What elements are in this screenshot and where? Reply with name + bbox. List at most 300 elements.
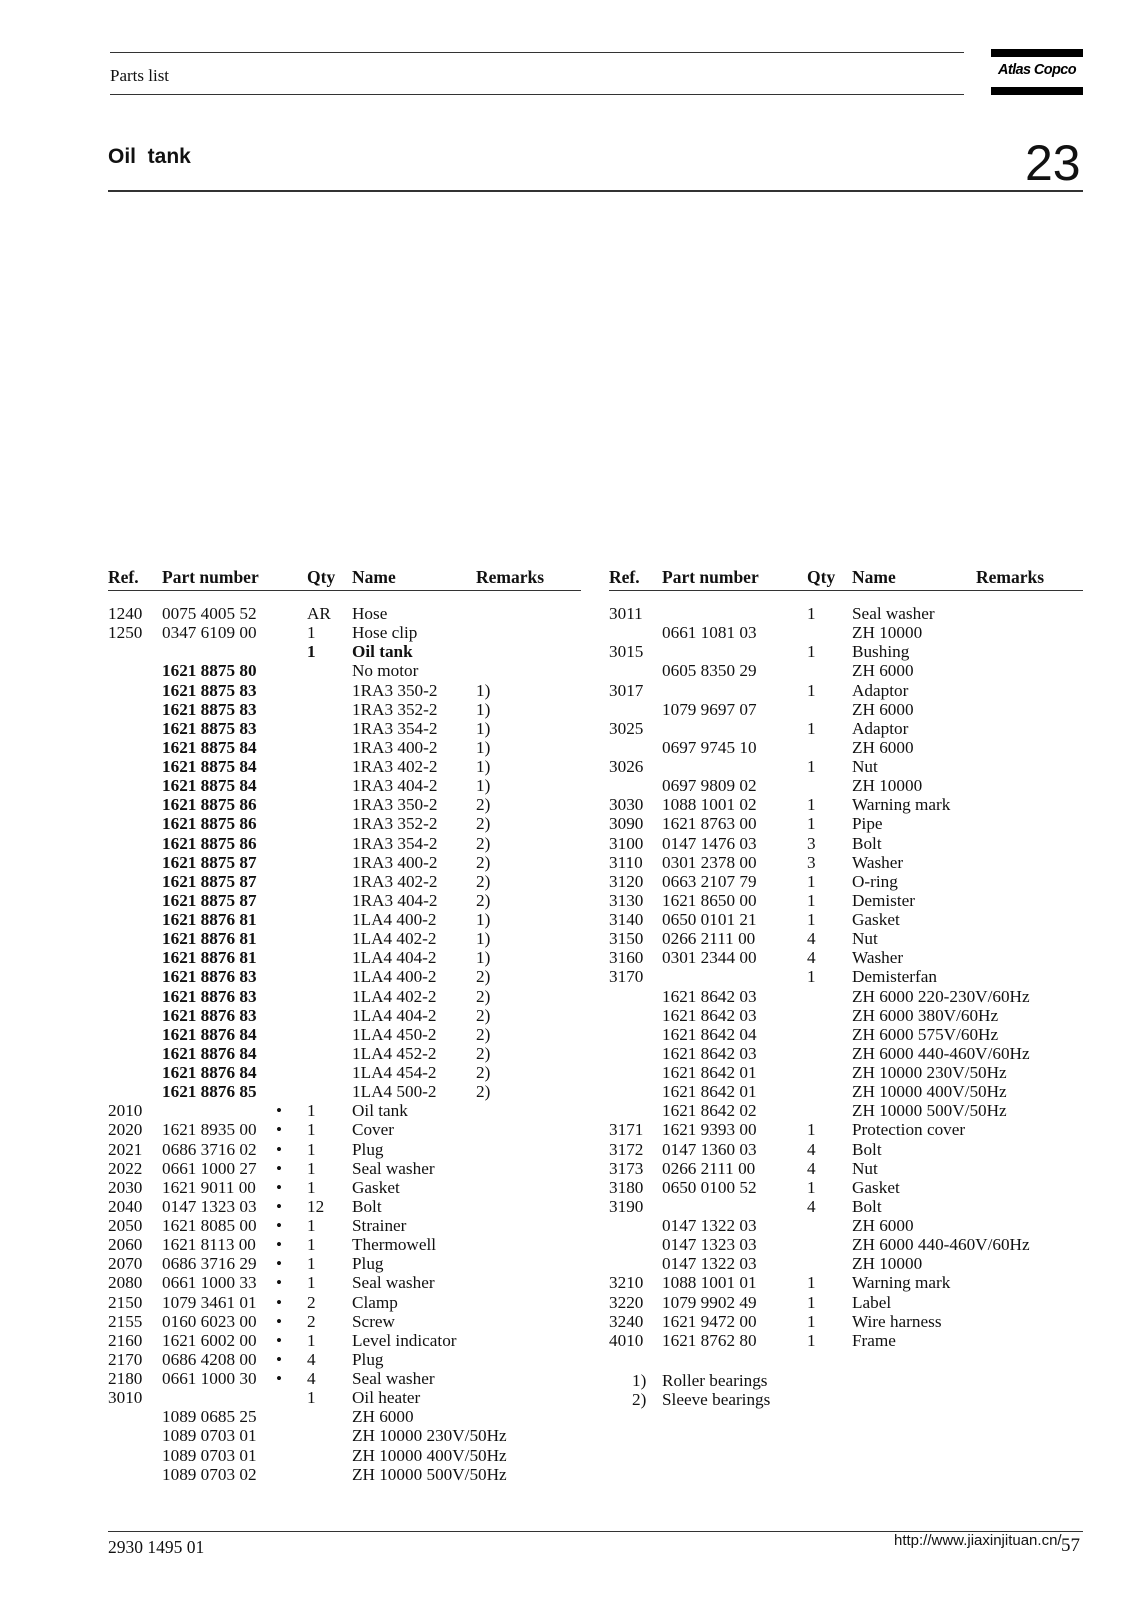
table-row: [0, 1331, 1131, 1350]
row-name: Seal washer: [852, 604, 935, 623]
row-ref: 3015: [609, 642, 644, 662]
row-qty: 1: [807, 1120, 816, 1140]
row-name: 1LA4 400-2: [352, 967, 437, 987]
table-row: [0, 910, 1131, 929]
table-row: [0, 776, 1131, 795]
row-remark: 2): [476, 1063, 491, 1082]
row-part-number: 1621 8875 84: [162, 737, 257, 757]
row-qty: 1: [307, 623, 316, 643]
table-row: [0, 681, 1131, 700]
table-row: [0, 1178, 1131, 1197]
row-part-number: 1621 8876 84: [162, 1043, 257, 1063]
row-name: Nut: [852, 757, 878, 776]
row-name: Demisterfan: [852, 967, 937, 987]
row-name: Oil heater: [352, 1388, 421, 1408]
row-name: 1RA3 350-2: [352, 680, 438, 700]
row-qty: 1: [307, 1388, 316, 1408]
row-name: 1LA4 400-2: [352, 910, 437, 929]
left-col-name-header: Name: [352, 567, 396, 587]
row-qty: 1: [807, 910, 816, 929]
row-name: ZH 6000 440-460V/60Hz: [852, 1043, 1030, 1063]
row-qty: 3: [807, 833, 816, 853]
row-name: 1LA4 450-2: [352, 1024, 437, 1044]
table-row: [0, 1369, 590, 1388]
row-part-number: 1621 8875 83: [162, 680, 257, 700]
row-remark: 2): [476, 1082, 491, 1102]
row-qty: 1: [307, 1139, 316, 1159]
row-part-number: 0147 1323 03: [662, 1235, 757, 1255]
row-part-number: 1079 9697 07: [662, 699, 757, 719]
row-part-number: 0147 1323 03: [162, 1196, 257, 1216]
table-row: [0, 700, 1131, 719]
row-ref: 3026: [609, 757, 644, 776]
row-ref: 3100: [609, 833, 644, 853]
row-name: Bolt: [352, 1196, 382, 1216]
assembly-bullet: •: [276, 1273, 283, 1293]
row-qty: 4: [307, 1369, 316, 1388]
table-row: [0, 1350, 590, 1369]
row-remark: 1): [476, 929, 491, 949]
row-name: ZH 6000 440-460V/60Hz: [852, 1235, 1030, 1255]
table-row: [0, 891, 1131, 910]
row-part-number: 1621 8876 84: [162, 1063, 257, 1082]
row-name: 1RA3 402-2: [352, 757, 438, 776]
row-ref: 3180: [609, 1177, 644, 1197]
row-ref: 2030: [108, 1177, 143, 1197]
row-name: 1RA3 354-2: [352, 718, 438, 738]
row-part-number: 1621 8642 03: [662, 986, 757, 1006]
table-row: [0, 757, 1131, 776]
row-part-number: 0075 4005 52: [162, 604, 257, 623]
row-ref: 3030: [609, 795, 644, 815]
row-remark: 2): [476, 833, 491, 853]
row-name: Plug: [352, 1349, 384, 1369]
page-number: 57: [1061, 1535, 1080, 1556]
row-part-number: 0661 1000 27: [162, 1158, 257, 1178]
row-qty: 4: [807, 1139, 816, 1159]
row-name: Strainer: [352, 1216, 407, 1235]
row-name: Washer: [852, 852, 904, 872]
row-name: Warning mark: [852, 1273, 951, 1293]
row-name: ZH 10000: [852, 776, 923, 796]
table-row: [0, 623, 1131, 642]
row-name: ZH 10000 500V/50Hz: [852, 1101, 1007, 1121]
table-row: [0, 719, 1131, 738]
row-name: Level indicator: [352, 1330, 457, 1350]
row-name: Hose: [352, 604, 388, 623]
row-qty: 1: [807, 871, 816, 891]
assembly-bullet: •: [276, 1292, 283, 1312]
row-ref: 3140: [609, 910, 644, 929]
row-part-number: 0147 1360 03: [662, 1139, 757, 1159]
footnote-text: Roller bearings: [662, 1371, 768, 1390]
row-part-number: 0686 3716 02: [162, 1139, 257, 1159]
row-ref: 2020: [108, 1120, 143, 1140]
assembly-bullet: •: [276, 1216, 283, 1235]
row-ref: 2155: [108, 1311, 143, 1331]
row-name: Plug: [352, 1254, 384, 1274]
header-top-rule: [110, 52, 964, 53]
row-ref: 3110: [609, 852, 643, 872]
row-part-number: 1621 9011 00: [162, 1177, 256, 1197]
row-ref: 2170: [108, 1349, 143, 1369]
row-name: Frame: [852, 1330, 896, 1350]
assembly-bullet: •: [276, 1196, 283, 1216]
row-part-number: 1621 8762 80: [662, 1330, 757, 1350]
row-qty: 1: [307, 1273, 316, 1293]
row-part-number: 1621 8642 03: [662, 1043, 757, 1063]
row-part-number: 1621 8875 80: [162, 661, 257, 681]
row-ref: 3017: [609, 680, 644, 700]
row-name: Wire harness: [852, 1311, 942, 1331]
row-part-number: 1621 8875 87: [162, 871, 257, 891]
row-name: ZH 6000 575V/60Hz: [852, 1024, 999, 1044]
row-part-number: 1089 0703 02: [162, 1464, 257, 1484]
row-remark: 1): [476, 680, 491, 700]
row-part-number: 1621 8875 87: [162, 852, 257, 872]
table-row: [0, 1120, 1131, 1139]
row-part-number: 1088 1001 02: [662, 795, 757, 815]
row-qty: 1: [307, 1177, 316, 1197]
table-row: [0, 1140, 1131, 1159]
row-remark: 1): [476, 737, 491, 757]
row-ref: 3171: [609, 1120, 644, 1140]
row-ref: 3190: [609, 1196, 644, 1216]
right-parts-table: [0, 604, 1131, 1350]
row-name: Plug: [352, 1139, 384, 1159]
row-ref: 2010: [108, 1101, 143, 1121]
row-qty: 2: [307, 1292, 316, 1312]
table-row: [0, 967, 1131, 986]
row-remark: 1): [476, 948, 491, 968]
row-ref: 3120: [609, 871, 644, 891]
row-part-number: 1621 8876 83: [162, 986, 257, 1006]
row-part-number: 0147 1322 03: [662, 1216, 757, 1235]
row-name: 1LA4 452-2: [352, 1043, 437, 1063]
row-ref: 2180: [108, 1369, 143, 1388]
row-name: Hose clip: [352, 623, 418, 643]
left-col-qty-header: Qty: [307, 567, 336, 587]
table-row: [0, 872, 1131, 891]
row-remark: 2): [476, 852, 491, 872]
table-row: [0, 834, 1131, 853]
row-part-number: 1621 8875 83: [162, 699, 257, 719]
right-header-rule: [609, 590, 1083, 591]
chapter-number: 23: [1025, 135, 1081, 191]
row-qty: 1: [807, 757, 816, 776]
row-qty: 1: [807, 1330, 816, 1350]
table-row: [0, 1465, 590, 1484]
row-qty: 1: [307, 1101, 316, 1121]
table-row: [0, 1197, 1131, 1216]
atlas-copco-logo: [991, 49, 1083, 95]
row-ref: 2060: [108, 1235, 143, 1255]
row-name: ZH 6000 380V/60Hz: [852, 1005, 999, 1025]
table-row: [0, 661, 1131, 680]
row-name: 1RA3 402-2: [352, 871, 438, 891]
row-part-number: 1621 8085 00: [162, 1216, 257, 1235]
row-part-number: 0301 2378 00: [662, 852, 757, 872]
table-row: [0, 795, 1131, 814]
table-row: [0, 1293, 1131, 1312]
footnote-text: Sleeve bearings: [662, 1390, 771, 1410]
row-ref: 1250: [108, 623, 143, 643]
row-part-number: 1621 8876 81: [162, 948, 257, 968]
row-ref: 3240: [609, 1311, 644, 1331]
table-row: [0, 642, 1131, 661]
row-part-number: 0661 1081 03: [662, 623, 757, 643]
row-name: Seal washer: [352, 1158, 435, 1178]
right-col-qty-header: Qty: [807, 567, 836, 587]
row-part-number: 0686 4208 00: [162, 1349, 257, 1369]
row-part-number: 0160 6023 00: [162, 1311, 257, 1331]
row-name: 1RA3 350-2: [352, 795, 438, 815]
row-name: 1RA3 352-2: [352, 699, 438, 719]
row-name: Bolt: [852, 1196, 882, 1216]
row-part-number: 1621 8876 83: [162, 967, 257, 987]
row-name: ZH 6000: [852, 1216, 914, 1235]
row-name: ZH 6000: [352, 1407, 414, 1427]
row-part-number: 0661 1000 33: [162, 1273, 257, 1293]
table-row: [0, 1044, 1131, 1063]
row-part-number: 1621 8876 83: [162, 1005, 257, 1025]
row-name: Adaptor: [852, 680, 909, 700]
source-url[interactable]: http://www.jiaxinjituan.cn/: [894, 1532, 1062, 1549]
row-ref: 3011: [609, 604, 643, 623]
row-part-number: 1621 8642 04: [662, 1024, 757, 1044]
row-ref: 3010: [108, 1388, 143, 1408]
row-part-number: 1621 8875 84: [162, 776, 257, 796]
row-part-number: 1621 8642 02: [662, 1101, 757, 1121]
row-name: ZH 10000 400V/50Hz: [852, 1082, 1007, 1102]
row-name: Pipe: [852, 814, 883, 834]
row-name: ZH 10000 230V/50Hz: [352, 1426, 507, 1446]
row-part-number: 1621 6002 00: [162, 1330, 257, 1350]
table-row: [0, 1388, 590, 1407]
row-part-number: 0650 0101 21: [662, 910, 757, 929]
row-part-number: 0147 1322 03: [662, 1254, 757, 1274]
row-part-number: 0347 6109 00: [162, 623, 257, 643]
row-part-number: 1089 0703 01: [162, 1445, 257, 1465]
row-name: O-ring: [852, 871, 898, 891]
row-part-number: 1621 8650 00: [662, 890, 757, 910]
assembly-bullet: •: [276, 1311, 283, 1331]
row-name: 1RA3 400-2: [352, 737, 438, 757]
row-part-number: 1621 8875 86: [162, 795, 257, 815]
table-row: [0, 1082, 1131, 1101]
row-ref: 3160: [609, 948, 644, 968]
row-qty: 1: [307, 1330, 316, 1350]
table-row: [0, 1006, 1131, 1025]
row-qty: 1: [807, 642, 816, 662]
right-col-name-header: Name: [852, 567, 896, 587]
brand-wordmark: Atlas Copco: [998, 62, 1076, 78]
row-part-number: 0663 2107 79: [662, 871, 757, 891]
row-ref: 4010: [609, 1330, 644, 1350]
row-part-number: 1621 8642 01: [662, 1063, 757, 1082]
left-col-partnumber-header: Part number: [162, 567, 259, 587]
row-ref: 3220: [609, 1292, 644, 1312]
row-qty: 1: [807, 795, 816, 815]
table-row: [0, 1273, 1131, 1292]
row-name: Nut: [852, 1158, 878, 1178]
row-qty: 1: [307, 1254, 316, 1274]
row-part-number: 1621 8935 00: [162, 1120, 257, 1140]
row-ref: 3172: [609, 1139, 644, 1159]
row-part-number: 1621 8875 83: [162, 718, 257, 738]
row-part-number: 1621 8876 85: [162, 1082, 257, 1102]
row-part-number: 0605 8350 29: [662, 661, 757, 681]
row-part-number: 1621 8876 84: [162, 1024, 257, 1044]
row-part-number: 0686 3716 29: [162, 1254, 257, 1274]
row-remark: 2): [476, 814, 491, 834]
row-qty: 1: [807, 1311, 816, 1331]
row-name: Bolt: [852, 1139, 882, 1159]
table-row: [0, 1312, 1131, 1331]
row-ref: 3173: [609, 1158, 644, 1178]
row-qty: 4: [807, 1158, 816, 1178]
table-row: [0, 1254, 1131, 1273]
table-row: [0, 1216, 1131, 1235]
section-label: Parts list: [110, 66, 170, 85]
table-row: [0, 948, 1131, 967]
row-remark: 1): [476, 910, 491, 929]
table-row: [0, 1101, 1131, 1120]
row-part-number: 1621 9472 00: [662, 1311, 757, 1331]
row-part-number: 0697 9745 10: [662, 737, 757, 757]
table-row: [0, 1063, 1131, 1082]
row-ref: 3130: [609, 890, 644, 910]
row-name: 1LA4 402-2: [352, 986, 437, 1006]
row-name: 1RA3 352-2: [352, 814, 438, 834]
row-name: 1RA3 404-2: [352, 890, 438, 910]
row-part-number: 1621 8113 00: [162, 1235, 256, 1255]
right-col-remarks-header: Remarks: [976, 567, 1045, 587]
row-part-number: 1079 3461 01: [162, 1292, 257, 1312]
row-remark: 2): [476, 871, 491, 891]
row-qty: 4: [307, 1349, 316, 1369]
row-remark: 2): [476, 967, 491, 987]
assembly-bullet: •: [276, 1369, 283, 1388]
row-remark: 2): [476, 1043, 491, 1063]
table-row: [0, 814, 1131, 833]
right-col-ref-header: Ref.: [609, 567, 640, 587]
row-ref: 2021: [108, 1139, 143, 1159]
row-part-number: 1621 8642 03: [662, 1005, 757, 1025]
table-row: [0, 1025, 1131, 1044]
row-ref: 3025: [609, 718, 644, 738]
row-name: Thermowell: [352, 1235, 436, 1255]
row-name: ZH 6000: [852, 699, 914, 719]
row-ref: 3210: [609, 1273, 644, 1293]
assembly-bullet: •: [276, 1139, 283, 1159]
left-header-rule: [108, 590, 581, 591]
row-part-number: 1079 9902 49: [662, 1292, 757, 1312]
row-name: Screw: [352, 1311, 395, 1331]
row-name: 1RA3 400-2: [352, 852, 438, 872]
assembly-bullet: •: [276, 1235, 283, 1255]
footnote-mark: 2): [632, 1390, 647, 1410]
row-name: Seal washer: [352, 1273, 435, 1293]
row-name: ZH 10000: [852, 623, 923, 643]
row-part-number: 1089 0703 01: [162, 1426, 257, 1446]
row-name: Cover: [352, 1120, 395, 1140]
row-name: Seal washer: [352, 1369, 435, 1388]
assembly-bullet: •: [276, 1330, 283, 1350]
left-col-remarks-header: Remarks: [476, 567, 545, 587]
row-ref: 3170: [609, 967, 644, 987]
header-bottom-rule: [110, 94, 964, 95]
row-ref: 2080: [108, 1273, 143, 1293]
row-qty: 1: [307, 1158, 316, 1178]
row-part-number: 1621 9393 00: [662, 1120, 757, 1140]
row-qty: 1: [807, 814, 816, 834]
table-row: [0, 1159, 1131, 1178]
row-remark: 2): [476, 1005, 491, 1025]
row-part-number: 1621 8876 81: [162, 910, 257, 929]
assembly-bullet: •: [276, 1177, 283, 1197]
table-row: [0, 738, 1131, 757]
row-name: ZH 10000: [852, 1254, 923, 1274]
row-part-number: 0147 1476 03: [662, 833, 757, 853]
row-name: 1RA3 404-2: [352, 776, 438, 796]
row-part-number: 0697 9809 02: [662, 776, 757, 796]
row-qty: 1: [307, 1216, 316, 1235]
row-part-number: 0661 1000 30: [162, 1369, 257, 1388]
row-name: Demister: [852, 890, 916, 910]
row-name: Bushing: [852, 642, 910, 662]
assembly-bullet: •: [276, 1158, 283, 1178]
assembly-bullet: •: [276, 1254, 283, 1274]
row-qty: 4: [807, 948, 816, 968]
table-row: [0, 1407, 590, 1426]
row-ref: 2040: [108, 1196, 143, 1216]
row-qty: 4: [807, 1196, 816, 1216]
page-title: Oil tank: [108, 145, 191, 168]
left-col-ref-header: Ref.: [108, 567, 139, 587]
row-remark: 1): [476, 757, 491, 776]
row-name: Oil tank: [352, 642, 413, 662]
row-part-number: 1621 8875 84: [162, 757, 257, 776]
row-remark: 2): [476, 1024, 491, 1044]
row-name: ZH 10000 500V/50Hz: [352, 1464, 507, 1484]
row-qty: 1: [307, 1120, 316, 1140]
row-name: 1LA4 404-2: [352, 948, 437, 968]
row-ref: 2160: [108, 1330, 143, 1350]
row-remark: 2): [476, 795, 491, 815]
row-qty: 1: [807, 718, 816, 738]
row-name: 1LA4 500-2: [352, 1082, 437, 1102]
row-part-number: 0301 2344 00: [662, 948, 757, 968]
row-part-number: 0266 2111 00: [662, 929, 756, 949]
table-row: [0, 1426, 590, 1445]
table-row: [0, 1235, 1131, 1254]
row-name: Gasket: [852, 910, 900, 929]
table-row: [0, 604, 1131, 623]
row-name: Bolt: [852, 833, 882, 853]
row-name: Protection cover: [852, 1120, 966, 1140]
row-ref: 2150: [108, 1292, 143, 1312]
row-ref: 3150: [609, 929, 644, 949]
row-part-number: 1621 8875 86: [162, 833, 257, 853]
row-name: ZH 6000 220-230V/60Hz: [852, 986, 1030, 1006]
right-col-partnumber-header: Part number: [662, 567, 759, 587]
row-qty: 12: [307, 1196, 325, 1216]
row-name: 1RA3 354-2: [352, 833, 438, 853]
row-ref: 2070: [108, 1254, 143, 1274]
table-row: [0, 987, 1131, 1006]
row-name: Nut: [852, 929, 878, 949]
